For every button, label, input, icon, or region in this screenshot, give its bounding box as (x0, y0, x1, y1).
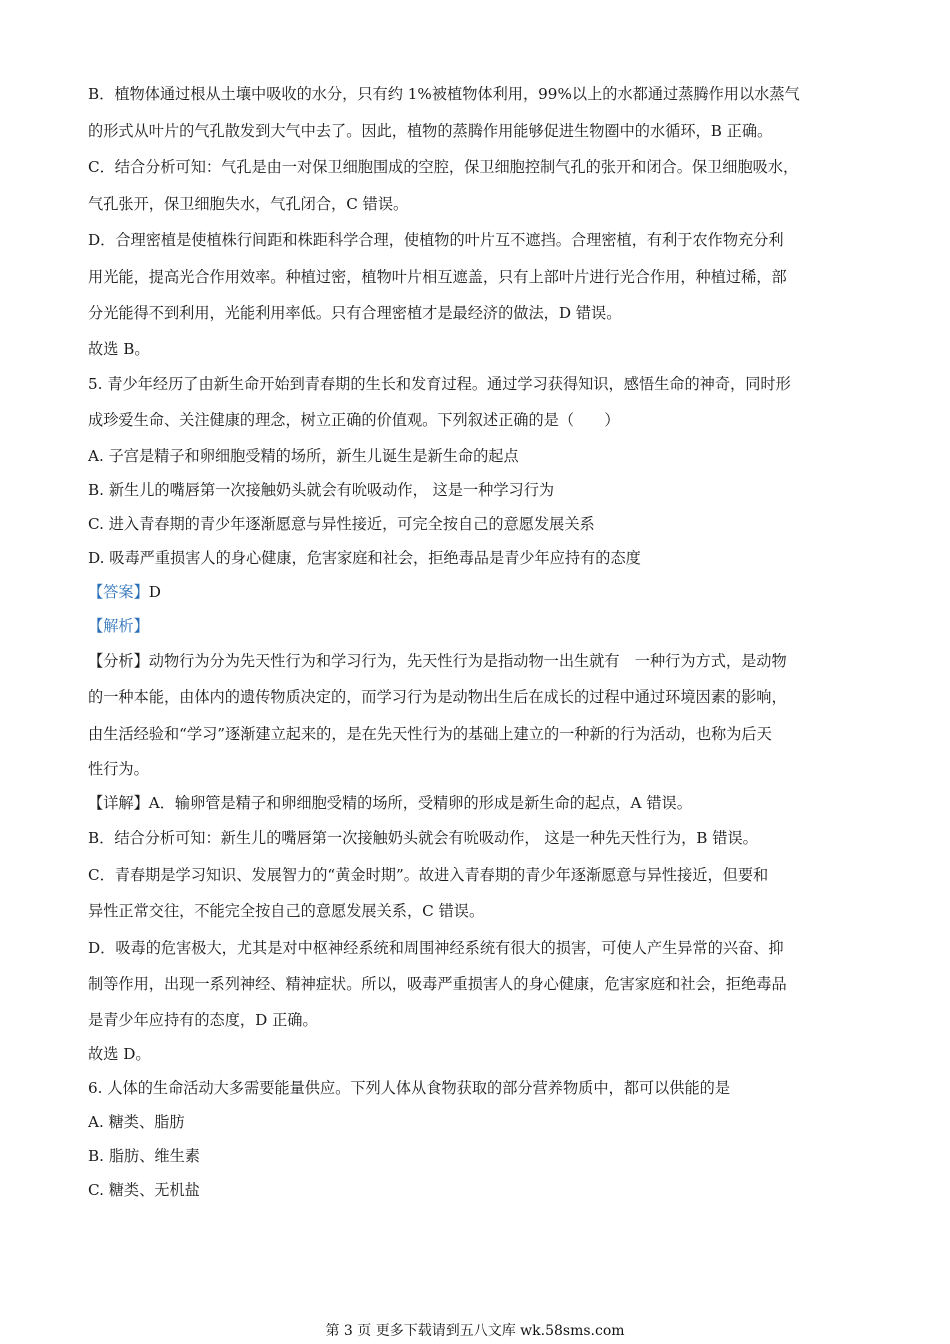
answer-line (88, 575, 864, 609)
analysis-text: 动物行为分为先天性行为和学习行为，先天性行为是指动物一出生就有 一种行为方式，是动物 (148, 651, 787, 670)
page-footer: 第 3 页 更多下载请到五八文库 wk.58sms.com (325, 1323, 625, 1339)
question-5-stem: 5. 青少年经历了由新生命开始到青春期的生长和发育过程。通过学习获得知识，感悟生命的神奇，同时形 (88, 374, 791, 393)
text-line: 分光能得不到利用，光能利用率低。只有合理密植才是最经济的做法，D 错误。 (88, 304, 622, 322)
option-b: B. 新生儿的嘴唇第一次接触奶头就会有吮吸动作， 这是一种学习行为 (88, 480, 555, 499)
option-c: C. 进入青春期的青少年逐渐愿意与异性接近，可完全按自己的意愿发展关系 (88, 514, 595, 533)
answer-label: 【答案】 (88, 582, 149, 601)
text-line: 气孔张开，保卫细胞失水，气孔闭合，C 错误。 (88, 194, 409, 213)
detail-line: 制等作用，出现一系列神经、精神症状。所以，吸毒严重损害人的身心健康，危害家庭和社会，拒绝毒品 (88, 975, 787, 993)
document-page (88, 76, 864, 1207)
text-line: D．合理密植是使植株行间距和株距科学合理，使植物的叶片互不遮挡。合理密植，有利于农作物充分利 (88, 231, 784, 249)
detail-line: 故选 D。 (88, 1044, 151, 1063)
detail-line: 是青少年应持有的态度，D 正确。 (88, 1010, 318, 1029)
detail-line: 异性正常交往，不能完全按自己的意愿发展关系，C 错误。 (88, 902, 485, 920)
detail-text: A．输卵管是精子和卵细胞受精的场所，受精卵的形成是新生命的起点，A 错误。 (148, 794, 692, 812)
analysis-line: 性行为。 (88, 760, 149, 778)
option-a: A. 糖类、脂肪 (88, 1112, 185, 1131)
detail-line: C．青春期是学习知识、发展智力的“黄金时期”。故进入青春期的青少年逐渐愿意与异性接近，但要和 (88, 865, 769, 884)
detail-line: D．吸毒的危害极大，尤其是对中枢神经系统和周围神经系统有很大的损害，可使人产生异常的兴奋、抑 (88, 938, 784, 957)
text-line: C．结合分析可知：气孔是由一对保卫细胞围成的空腔，保卫细胞控制气孔的张开和闭合。保卫细胞吸水， (88, 158, 799, 176)
text-line: B．植物体通过根从土壤中吸收的水分，只有约 1%被植物体利用，99%以上的水都通过蒸腾作用以水蒸气 (88, 85, 800, 103)
option-a: A. 子宫是精子和卵细胞受精的场所，新生儿诞生是新生命的起点 (88, 446, 519, 465)
question-5-stem: 成珍爱生命、关注健康的理念，树立正确的价值观。下列叙述正确的是（ ） (88, 411, 620, 429)
analysis-label: 【解析】 (88, 616, 149, 635)
text-line: 的形式从叶片的气孔散发到大气中去了。因此，植物的蒸腾作用能够促进生物圈中的水循环，B 正确。 (88, 121, 773, 140)
analysis-line: 的一种本能，由体内的遗传物质决定的，而学习行为是动物出生后在成长的过程中通过环境因素的影响， (88, 688, 787, 706)
option-b: B. 脂肪、维生素 (88, 1146, 200, 1165)
text-line: 用光能，提高光合作用效率。种植过密，植物叶片相互遮盖，只有上部叶片进行光合作用，种植过稀，部 (88, 267, 787, 286)
option-c: C. 糖类、无机盐 (88, 1180, 200, 1199)
detail-line (88, 786, 864, 820)
detail-line: B．结合分析可知：新生儿的嘴唇第一次接触奶头就会有吮吸动作， 这是一种先天性行为，B 错误。 (88, 829, 758, 847)
option-d: D. 吸毒严重损害人的身心健康，危害家庭和社会，拒绝毒品是青少年应持有的态度 (88, 548, 641, 567)
analysis-tag: 【分析】 (88, 651, 149, 670)
analysis-line (88, 643, 864, 680)
question-6-stem: 6. 人体的生命活动大多需要能量供应。下列人体从食物获取的部分营养物质中，都可以供能的是 (88, 1078, 731, 1097)
text-line: 故选 B。 (88, 339, 150, 358)
answer-value: D (148, 582, 161, 601)
detail-tag: 【详解】 (88, 794, 149, 812)
analysis-line: 由生活经验和“学习”逐渐建立起来的，是在先天性行为的基础上建立的一种新的行为活动，也称为后天 (88, 724, 772, 743)
